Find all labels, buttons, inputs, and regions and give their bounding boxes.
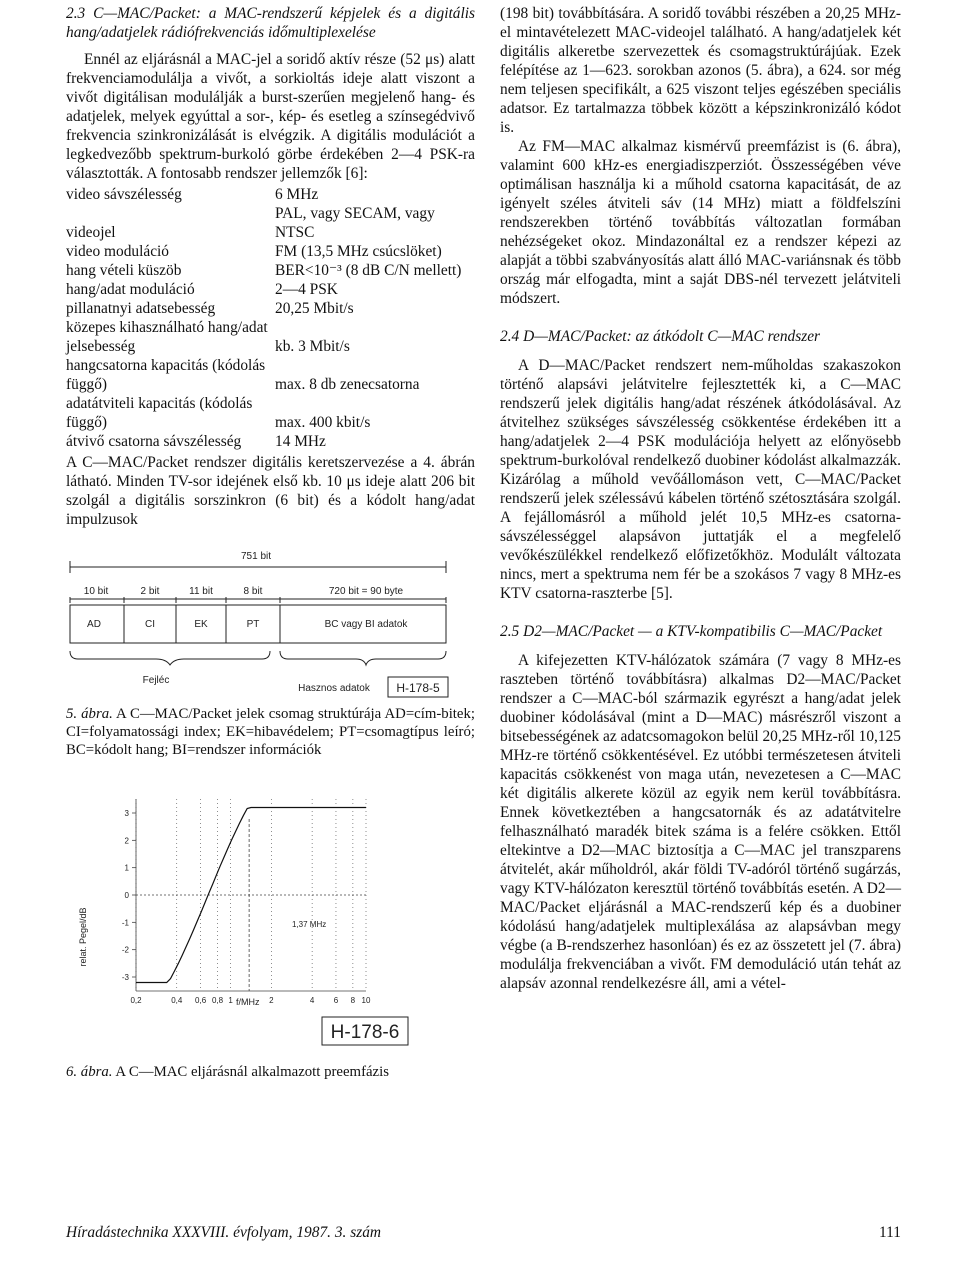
fig6-y-tick-label: 1 (124, 863, 129, 873)
figure-5-packet-structure (66, 541, 475, 701)
fig5-code: H-178-5 (396, 681, 440, 695)
fig6-y-axis-label: relat. Pegel/dB (78, 907, 88, 967)
fig6-x-tick-label: 6 (333, 996, 339, 1005)
fig6-x-tick-label: 0,4 (171, 996, 183, 1005)
fig6-x-tick-label: 1 (228, 996, 233, 1005)
figure-6-caption-number: 6. ábra. (66, 1064, 113, 1080)
spec-row (66, 204, 475, 242)
spec-row (66, 299, 475, 318)
spec-row (66, 261, 475, 280)
spec-value: max. 400 kbit/s (275, 414, 371, 431)
fig6-y-tick-label: -2 (121, 945, 129, 955)
fig6-y-tick-label: -1 (121, 918, 129, 928)
fig5-field-0: AD (87, 619, 101, 630)
fig6-y-tick-label: -3 (121, 973, 129, 982)
figure-5-caption-text: A C—MAC/Packet jelek csomag struktúrája AD=cím-bitek; CI=folyamatossági index; EK=hibavédelem; PT=csomagtípus leíró; BC=kódolt hang; BI=rendszer információk (66, 706, 475, 758)
fig5-field-4: BC vagy BI adatok (324, 619, 408, 630)
spec-value: max. 8 db zenecsatorna (275, 376, 420, 393)
fig5-payload-label: Hasznos adatok (298, 683, 370, 694)
spec-key: adatátviteli kapacitás (kódolás függő) (66, 395, 253, 431)
journal-citation: Híradástechnika XXXVIII. évfolyam, 1987. 3. szám (66, 1224, 382, 1241)
spec-row (66, 432, 475, 451)
figure-5-caption (66, 705, 475, 759)
section-heading-2-3: 2.3 C—MAC/Packet: a MAC-rendszerű képjelek és a digitális hang/adatjelek rádiófrekvenciás időmultiplexelése (66, 5, 475, 41)
paragraph-fm-mac: Az FM—MAC alkalmaz kismérvű preemfázist is (6. ábra), valamint 600 kHz-es energiadiszperziót. Összességében véve optimálisan használja ki a műhold csatorna kapacitását, de az igényelt széles átviteli sáv (14 MHz) miatt a földfelszíni rendszerekben történő továbbítás változatlan formában nehézségeket okoz. Mindazonáltal ez a rendszer képezi az alapját a többi szabványosítás alatt álló MAC-variánsnak és több ország már elfogadta, mint a saját DBS-nél tervezett jelátviteli módszert. (500, 138, 901, 307)
spec-value: 2—4 PSK (275, 281, 338, 298)
spec-key: átvivő csatorna sávszélesség (66, 433, 242, 450)
section-heading-2-4: 2.4 D—MAC/Packet: az átkódolt C—MAC rendszer (500, 328, 821, 345)
spec-value: FM (13,5 MHz csúcslöket) (275, 243, 442, 260)
spec-key: hangcsatorna kapacitás (kódolás függő) (66, 357, 266, 393)
fig6-x-tick-label: 0,8 (211, 996, 224, 1005)
fig6-code: H-178-6 (330, 1022, 400, 1043)
spec-value: 20,25 Mbit/s (275, 300, 354, 317)
fig6-x-tick-label: 2 (269, 996, 274, 1005)
fig5-field-3: PT (246, 619, 260, 630)
fig5-field-2: EK (194, 619, 208, 630)
figure-6-caption-text: A C—MAC eljárásnál alkalmazott preemfázis (115, 1064, 389, 1080)
spec-value: kb. 3 Mbit/s (275, 338, 350, 355)
right-column (500, 4, 901, 993)
spec-value: 14 MHz (275, 433, 326, 450)
page-number: 111 (879, 1224, 901, 1241)
figure-5-caption-number: 5. ábra. (66, 706, 113, 722)
spec-key: video moduláció (66, 243, 170, 260)
section-heading-2-5: 2.5 D2—MAC/Packet — a KTV-kompatibilis C—MAC/Packet (500, 623, 883, 640)
spec-row (66, 280, 475, 299)
fig5-segment-3: 8 bit (243, 586, 263, 597)
fig5-header-label: Fejléc (142, 675, 170, 686)
fig5-segment-4: 720 bit = 90 byte (328, 586, 404, 597)
spec-row (66, 356, 475, 394)
spec-key: közepes kihasználható hang/adat jelsebesség (66, 319, 268, 355)
paragraph-frame-structure: A C—MAC/Packet rendszer digitális keretszervezése a 4. ábrán látható. Minden TV-sor idejének első kb. 10 μs ideje alatt 206 bit szolgál a digitális sorszinkron (6 bit) és a kódolt hang/adat impulzusok (66, 454, 475, 528)
paragraph-2-4: A D—MAC/Packet rendszert nem-műholdas szakaszokon történő alapsávi jelátvitelre fejlesztették ki, a C—MAC rendszerű jelek digitális hang/adat részének átkódolásával. Az átvitelhez szükséges sávszélesség csökkentése érdekében itt a hang/adatjelek 2—4 PSK modulációja helyett az előnyösebb spektrum-burkolóval rendelkező duobiner kódolást alkalmazzák. Kizárólag a műhold vevőállomáson vett, C—MAC/Packet rendszerű jelek szélessávú kábelen történő szétosztására szolgál. A fejállomásról a műhold jelét 10,5 MHz-es csatorna-sávszélességgel alapsávon juttatják el a megfelelő vevőkészülékkel rendelkező előfizetőkhöz. Modulált változata nincs, mert a spektruma nem fér be a szokásos 7 vagy 8 MHz-es KTV csatorna-raszterbe [5]. (500, 357, 901, 602)
paragraph-2-5: A kifejezetten KTV-hálózatok számára (7 vagy 8 MHz-es raszteben történő továbbításra) alkalmas D2—MAC/Packet rendszer a C—MAC-ból származik egyrészt a hang/adat jelek duobiner kódolásával (mint a D—MAC) másrészről viszont a bitsebességének az adatcsomagokon belül 20,25 MHz-ről 10,125 MHz-re történő csökkentésével. Ez utóbbi természetesen átviteli kapacitás csökkenést von maga után, nevezetesen a C—MAC két digitális alkerete közül az egyik nem kerül továbbításra. Ennek következtében a hangcsatornák és az adatátvitelre felhasználható maradék bitek száma is a felére csökken. Ettől eltekintve a D2—MAC biztosítja a C—MAC jel transzparens átvitelét, akár műholdról, akár földi TV-adóról történő sugárzás, vagy KTV-hálózaton keresztül történő továbbítás esetén. A D2—MAC/Packet eljárásnál a MAC-rendszerű kép és a duobiner kódolású hang/adatjelek multiplexálása az alapsávban megy végbe (a B-rendszerhez hasonlóan) és ez az összetett jel (7. ábra) modulálja frekvenciában a vivőt. FM demoduláció után tehát az alapsáv azonnal rendelkezésre áll, ami a vétel- (500, 652, 901, 992)
fig6-y-tick-label: 2 (124, 836, 129, 846)
fig6-annotation: 1,37 MHz (292, 920, 327, 929)
fig5-total-label: 751 bit (240, 551, 272, 562)
spec-key: videojel (66, 224, 116, 241)
system-specs-table (66, 185, 475, 451)
fig6-x-axis-label: f/MHz (236, 997, 260, 1007)
fig6-y-tick-label: 0 (124, 891, 129, 900)
fig5-segment-0: 10 bit (83, 586, 109, 597)
fig5-segment-1: 2 bit (140, 586, 160, 597)
fig6-x-tick-label: 0,2 (130, 996, 142, 1005)
spec-key: hang/adat moduláció (66, 281, 195, 298)
spec-row (66, 242, 475, 261)
fig5-field-1: CI (145, 619, 155, 630)
paragraph-continued: (198 bit) továbbítására. A soridő további részében a 20,25 MHz-el mintavételezett MAC-videojel található. A hang/adatjelek két digitális alkeretbe szervezettek és csomagstruktúrájúak. Ezek felépítése az 1—623. sorokban azonos (5. ábra), a 624. sor még nem teljesen specifikált, a 625 viszont teljes egészében speciális adatsor. Ez tartalmazza többek között a képszinkronizáló kódot is. (500, 5, 901, 136)
fig6-x-tick-label: 8 (350, 996, 356, 1005)
fig5-segment-2: 11 bit (189, 586, 213, 597)
spec-row (66, 185, 475, 204)
spec-key: video sávszélesség (66, 186, 182, 203)
spec-key: pillanatnyi adatsebesség (66, 300, 216, 317)
spec-value: 6 MHz (275, 186, 319, 203)
spec-value: PAL, vagy SECAM, vagy NTSC (275, 205, 435, 241)
fig6-preemphasis-curve (136, 808, 366, 983)
fig6-x-tick-label: 10 (361, 996, 371, 1005)
paragraph-2-3-intro: Ennél az eljárásnál a MAC-jel a soridő aktív része (52 μs) alatt frekvenciamodulálja a vivőt, a sorkioltás ideje alatt viszont a vivőt digitálisan modulálják a burst-szerűen megjelenő hang- és adatjelek, melyek egyúttal a sor-, kép- és esetleg a színsegédvivő frekvencia szinkronizálását is elvégzik. A digitális modulációt a legkedvezőbb spektrum-burkoló görbe érdekében 2—4 PSK-ra választották. A fontosabb rendszer jellemzők [6]: (66, 51, 475, 182)
spec-row (66, 394, 475, 432)
fig6-x-tick-label: 4 (309, 996, 315, 1005)
figure-6-caption (66, 1063, 475, 1081)
left-column (66, 4, 475, 1081)
spec-key: hang vételi küszöb (66, 262, 182, 279)
fig6-x-tick-label: 0,6 (195, 996, 207, 1005)
figure-6-preemphasis-plot (66, 769, 475, 1061)
spec-row (66, 318, 475, 356)
fig6-y-tick-label: 3 (124, 809, 129, 818)
spec-value: BER<10⁻³ (8 dB C/N mellett) (275, 262, 462, 279)
